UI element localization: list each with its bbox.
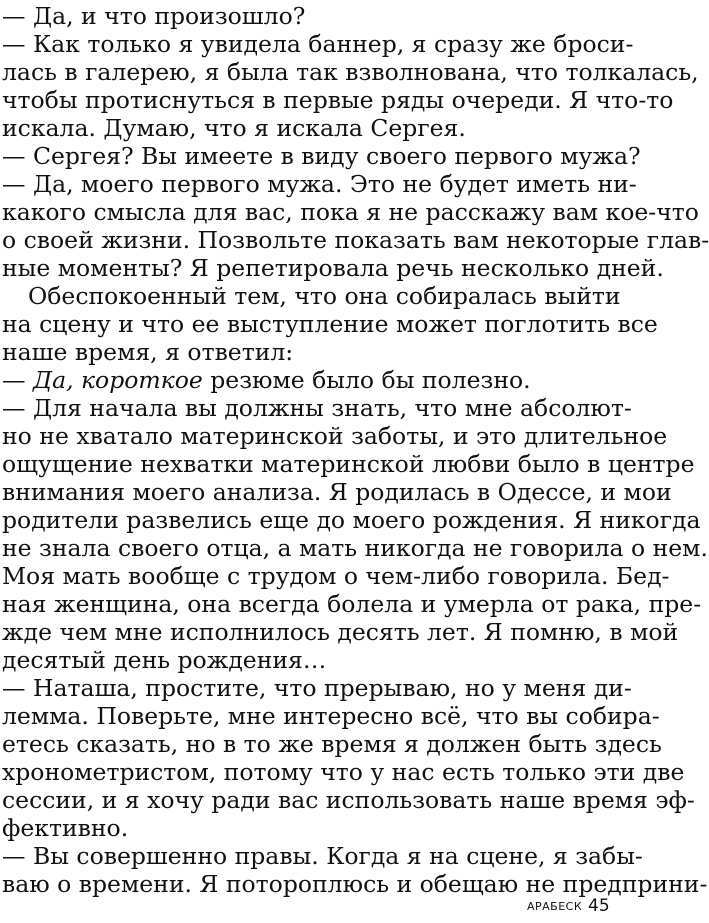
text-line: — Наташа, простите, что прерываю, но у меня ди- xyxy=(2,674,632,702)
text-line: — Вы совершенно правы. Когда я на сцене, я забы- xyxy=(2,842,643,870)
text-line: родители развелись еще до моего рождения. Я никогда xyxy=(2,506,701,534)
text-line: — Сергея? Вы имеете в виду своего первого мужа? xyxy=(2,142,641,170)
text-line: ваю о времени. Я потороплюсь и обещаю не предприни- xyxy=(2,870,708,898)
text-line: ная женщина, она всегда болела и умерла от рака, пре- xyxy=(2,590,702,618)
text-line: внимания моего анализа. Я родилась в Одессе, и мои xyxy=(2,478,672,506)
text-line: жде чем мне исполнилось десять лет. Я помню, в мой xyxy=(2,618,679,646)
text-line: — Как только я увидела баннер, я сразу же броси- xyxy=(2,30,634,58)
text-line: чтобы протиснуться в первые ряды очереди. Я что-то xyxy=(2,86,674,114)
text-line: искала. Думаю, что я искала Сергея. xyxy=(2,114,466,142)
text-line: сессии, и я хочу ради вас использовать наше время эф- xyxy=(2,786,695,814)
text-line: — Для начала вы должны знать, что мне абсолют- xyxy=(2,394,632,422)
text-line: фективно. xyxy=(2,814,129,842)
text-line: ощущение нехватки материнской любви было в центре xyxy=(2,450,695,478)
line-rest: резюме было бы полезно. xyxy=(210,366,531,394)
text-line-dialogue xyxy=(2,366,616,394)
page-number: 45 xyxy=(588,896,610,916)
text-line: десятый день рождения… xyxy=(2,646,327,674)
text-line: какого смысла для вас, пока я не расскажу вам кое-что xyxy=(2,198,699,226)
text-line: лась в галерею, я была так взволнована, что толкалась, xyxy=(2,58,699,86)
text-line: — Да, моего первого мужа. Это не будет иметь ни- xyxy=(2,170,637,198)
text-line: наше время, я ответил: xyxy=(2,338,294,366)
text-line: хронометристом, потому что у нас есть только эти две xyxy=(2,758,685,786)
text-line: не знала своего отца, а мать никогда не говорила о нем. xyxy=(2,534,708,562)
text-line: Моя мать вообще с трудом о чем-либо говорила. Бед- xyxy=(2,562,670,590)
publisher-label: АРАБЕСК xyxy=(527,900,583,913)
text-line: етесь сказать, но в то же время я должен быть здесь xyxy=(2,730,662,758)
text-line: лемма. Поверьте, мне интересно всё, что вы собира- xyxy=(2,702,660,730)
text-line: Обеспокоенный тем, что она собиралась выйти xyxy=(28,282,621,310)
text-line: о своей жизни. Позвольте показать вам некоторые глав- xyxy=(2,226,709,254)
text-line: ные моменты? Я репетировала речь несколько дней. xyxy=(2,254,664,282)
text-line: на сцену и что ее выступление может поглотить все xyxy=(2,310,658,338)
text-line: но не хватало материнской заботы, и это длительное xyxy=(2,422,668,450)
italic-phrase: — Да, короткое xyxy=(2,366,203,394)
text-line: — Да, и что произошло? xyxy=(2,2,306,30)
